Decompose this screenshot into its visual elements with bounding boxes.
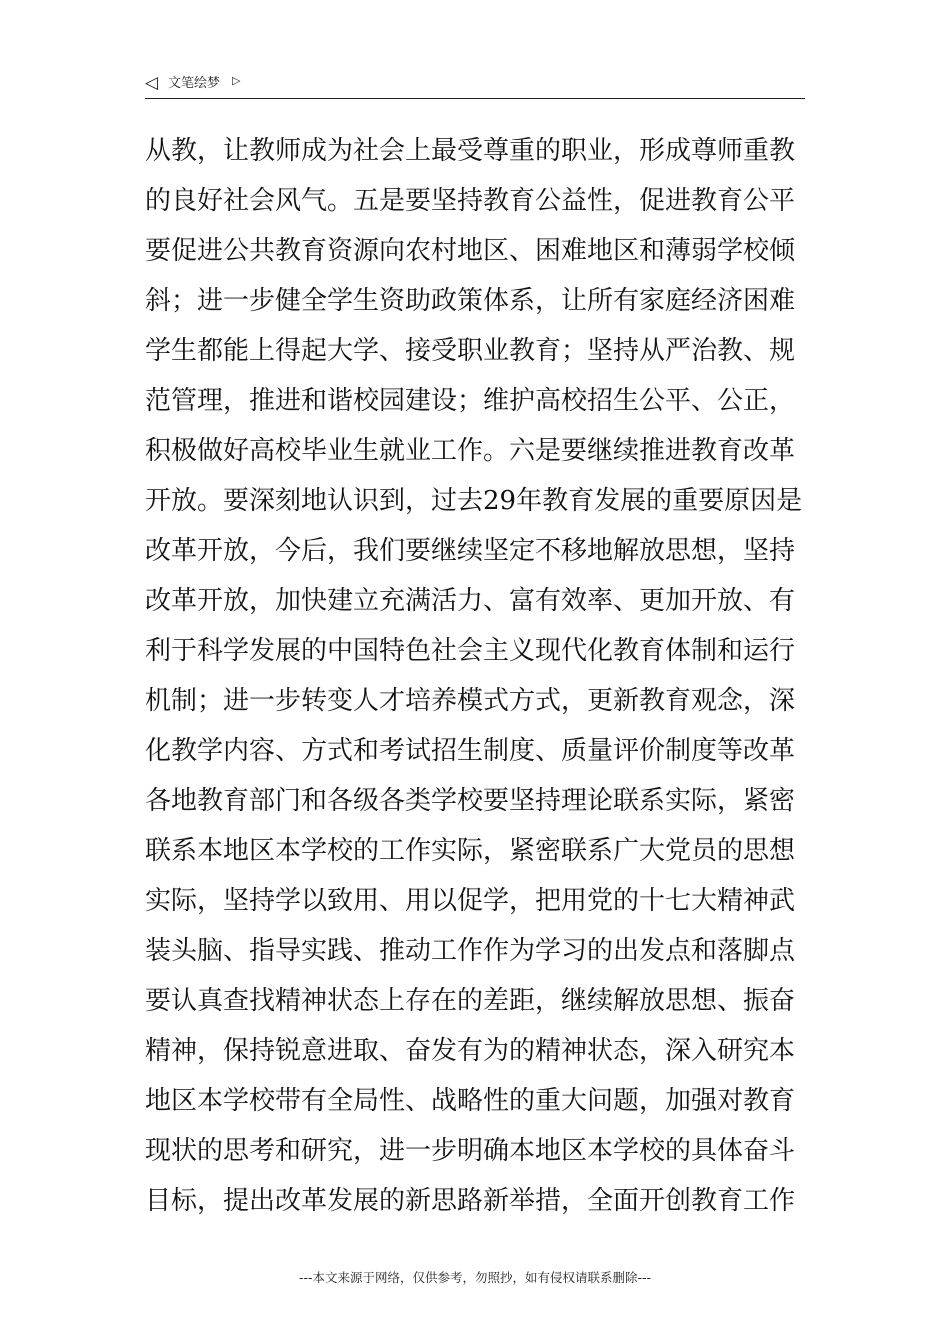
body-line: 利于科学发展的中国特色社会主义现代化教育体制和运行 (145, 636, 796, 666)
body-line: 精神，保持锐意进取、奋发有为的精神状态，深入研究本 (145, 1036, 796, 1066)
body-line: 实际，坚持学以致用、用以促学，把用党的十七大精神武 (145, 886, 796, 916)
body-line: 学生都能上得起大学、接受职业教育；坚持从严治教、规 (145, 336, 796, 366)
body-line: 斜；进一步健全学生资助政策体系，让所有家庭经济困难 (145, 286, 796, 316)
body-line: 联系本地区本学校的工作实际，紧密联系广大党员的思想 (145, 836, 796, 866)
page-footer: ---本文来源于网络，仅供参考，勿照抄，如有侵权请联系删除--- (298, 1270, 652, 1285)
header-brand: 文笔绘梦 (168, 76, 221, 91)
body-line: 要促进公共教育资源向农村地区、困难地区和薄弱学校倾 (145, 236, 796, 266)
body-line: 的良好社会风气。五是要坚持教育公益性，促进教育公平 (145, 186, 796, 216)
triangle-right-icon: ▷ (232, 74, 241, 87)
body-line: 地区本学校带有全局性、战略性的重大问题，加强对教育 (145, 1086, 796, 1116)
page-header (145, 72, 805, 99)
body-line: 改革开放，今后，我们要继续坚定不移地解放思想，坚持 (145, 536, 796, 566)
body-line: 开放。要深刻地认识到，过去29年教育发展的重要原因是 (145, 486, 803, 516)
body-line: 目标，提出改革发展的新思路新举措，全面开创教育工作 (145, 1186, 796, 1216)
body-line: 从教，让教师成为社会上最受尊重的职业，形成尊师重教 (145, 136, 796, 166)
body-line: 要认真查找精神状态上存在的差距，继续解放思想、振奋 (145, 986, 796, 1016)
body-line: 化教学内容、方式和考试招生制度、质量评价制度等改革 (145, 736, 796, 766)
triangle-left-icon: ◁ (145, 73, 159, 93)
body-line: 积极做好高校毕业生就业工作。六是要继续推进教育改革 (145, 436, 796, 466)
body-line: 装头脑、指导实践、推动工作作为学习的出发点和落脚点 (145, 936, 796, 966)
body-line: 各地教育部门和各级各类学校要坚持理论联系实际，紧密 (145, 786, 796, 816)
body-line: 现状的思考和研究，进一步明确本地区本学校的具体奋斗 (145, 1136, 796, 1166)
body-line: 机制；进一步转变人才培养模式方式，更新教育观念，深 (145, 686, 796, 716)
document-body (145, 126, 815, 1226)
body-line: 范管理，推进和谐校园建设；维护高校招生公平、公正， (145, 386, 796, 416)
body-line: 改革开放，加快建立充满活力、富有效率、更加开放、有 (145, 586, 796, 616)
